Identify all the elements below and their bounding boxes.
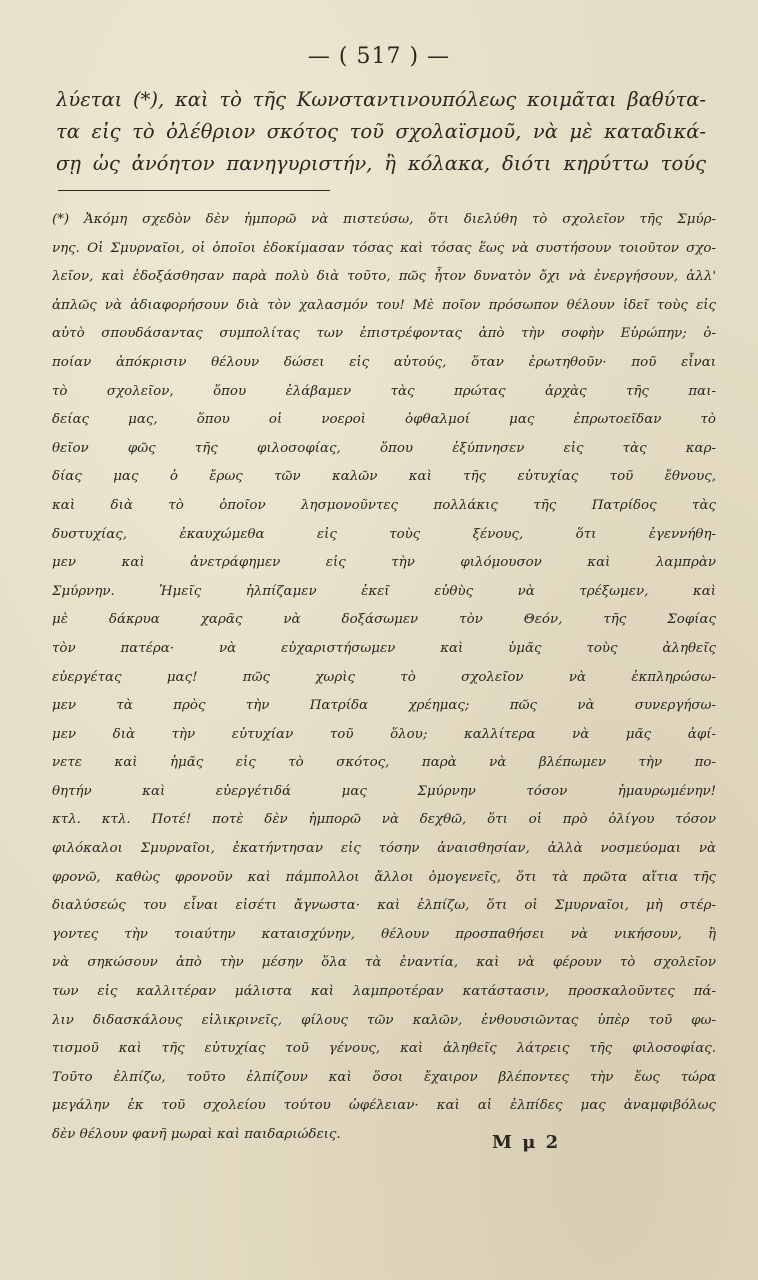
main-text-line: σῃ ὡς ἀνόητον πανηγυριστήν, ἢ κόλακα, διότι κηρύττω τούς (56, 152, 706, 175)
page-number: — ( 517 ) — (307, 44, 451, 69)
footnote-line: δείας μας, ὅπου οἱ νοεροὶ ὀφθαλμοί μας ἐπρωτοεῖδαν τὸ (52, 412, 716, 428)
footnote-line: νης. Οἱ Σμυρναῖοι, οἱ ὁποῖοι ἐδοκίμασαν τόσας καὶ τόσας ἕως νὰ συστήσουν τοιοῦτον σχο- (52, 240, 716, 256)
footnote-line: μεν τὰ πρὸς τὴν Πατρίδα χρέημας; πῶς νὰ συνεργήσω- (52, 698, 716, 714)
footnote-line: δυστυχίας, ἐκαυχώμεθα εἰς τοὺς ξένους, ὅτι ἐγεννήθη- (52, 526, 716, 542)
footnote-line: φρονῶ, καθὼς φρονοῦν καὶ πάμπολλοι ἄλλοι ὁμογενεῖς, ὅτι τὰ πρῶτα αἴτια τῆς (52, 869, 716, 885)
footnote-line: νὰ σηκώσουν ἀπὸ τὴν μέσην ὅλα τὰ ἐναντία, καὶ νὰ φέρουν τὸ σχολεῖον (52, 955, 716, 971)
main-text (56, 84, 706, 180)
footnote-line: εὐεργέτας μας! πῶς χωρὶς τὸ σχολεῖον νὰ ἐκπληρώσω- (52, 669, 716, 685)
footnote-divider (58, 190, 330, 191)
footnote-line: τισμοῦ καὶ τῆς εὐτυχίας τοῦ γένους, καὶ ἀληθεῖς λάτρεις τῆς φιλοσοφίας. (52, 1041, 716, 1057)
main-text-line: λύεται (*), καὶ τὸ τῆς Κωνσταντινουπόλεως κοιμᾶται βαθύτα- (56, 88, 706, 111)
footnote-line: θεῖον φῶς τῆς φιλοσοφίας, ὅπου ἐξύπνησεν εἰς τὰς καρ- (52, 440, 716, 456)
footnote-line: λεῖον, καὶ ἐδοξάσθησαν παρὰ πολὺ διὰ τοῦτο, πῶς ἦτον δυνατὸν ὄχι νὰ ἐνεργήσουν, ἀλλ' (52, 269, 716, 285)
footnote-line: γοντες τὴν τοιαύτην καταισχύνην, θέλουν προσπαθήσει νὰ νικήσουν, ἢ (52, 926, 716, 942)
footnote-line: λιν διδασκάλους εἰλικρινεῖς, φίλους τῶν καλῶν, ἐνθουσιῶντας ὑπὲρ τοῦ φω- (52, 1012, 716, 1028)
footnote-line: (*) Ἀκόμη σχεδὸν δὲν ἠμπορῶ νὰ πιστεύσω, ὅτι διελύθη τὸ σχολεῖον τῆς Σμύρ- (52, 212, 716, 227)
footnote-line: ἁπλῶς νὰ ἀδιαφορήσουν διὰ τὸν χαλασμόν του! Μὲ ποῖον πρόσωπον θέλουν ἰδεῖ τοὺς εἰς (52, 297, 716, 313)
footnote-line: των εἰς καλλιτέραν μάλιστα καὶ λαμπροτέραν κατάστασιν, προσκαλοῦντες πά- (52, 984, 716, 1000)
footnote-line: τὸν πατέρα· νὰ εὐχαριστήσωμεν καὶ ὑμᾶς τοὺς ἀληθεῖς (52, 640, 716, 656)
footnote-line: δίας μας ὁ ἔρως τῶν καλῶν καὶ τῆς εὐτυχίας τοῦ ἔθνους, (52, 469, 716, 485)
footnote-line: μεν διὰ τὴν εὐτυχίαν τοῦ ὅλου; καλλίτερα νὰ μᾶς ἀφί- (52, 726, 716, 742)
footnote-line: φιλόκαλοι Σμυρναῖοι, ἐκατήντησαν εἰς τόσην ἀναισθησίαν, ἀλλὰ νοσμεύομαι νὰ (52, 841, 716, 857)
footnote-line: κτλ. κτλ. Ποτέ! ποτὲ δὲν ἠμπορῶ νὰ δεχθῶ, ὅτι οἱ πρὸ ὀλίγου τόσον (52, 812, 716, 828)
footnote (52, 206, 716, 1150)
footnote-line: Σμύρνην. Ἡμεῖς ἠλπίζαμεν ἐκεῖ εὐθὺς νὰ τρέξωμεν, καὶ (52, 583, 716, 599)
footnote-line: θητήν καὶ εὐεργέτιδά μας Σμύρνην τόσον ἠμαυρωμένην! (52, 783, 716, 799)
footnote-line: μεγάλην ἐκ τοῦ σχολείου τούτου ὠφέλειαν· καὶ αἱ ἐλπίδες μας ἀναμφιβόλως (52, 1098, 716, 1114)
footnote-line: νετε καὶ ἡμᾶς εἰς τὸ σκότος, παρὰ νὰ βλέπωμεν τὴν πο- (52, 755, 716, 771)
footnote-line: καὶ διὰ τὸ ὁποῖον λησμονοῦντες πολλάκις τῆς Πατρίδος τὰς (52, 497, 716, 513)
footnote-line: τὸ σχολεῖον, ὅπου ἐλάβαμεν τὰς πρώτας ἀρχὰς τῆς παι- (52, 383, 716, 399)
footnote-line: αὐτὸ σπουδάσαντας συμπολίτας των ἐπιστρέφοντας ἀπὸ τὴν σοφὴν Εὐρώπην; ὁ- (52, 326, 716, 342)
footnote-line: δὲν θέλουν φανῆ μωραὶ καὶ παιδαριώδεις. (52, 1127, 341, 1142)
footnote-line: μὲ δάκρυα χαρᾶς νὰ δοξάσωμεν τὸν Θεόν, τῆς Σοφίας (52, 612, 716, 628)
signature-mark: Μ μ 2 (492, 1132, 561, 1153)
main-text-line: τα εἰς τὸ ὀλέθριον σκότος τοῦ σχολαϊσμοῦ, νὰ μὲ καταδικά- (56, 120, 706, 143)
footnote-line: μεν καὶ ἀνετράφημεν εἰς τὴν φιλόμουσον καὶ λαμπρὰν (52, 555, 716, 571)
footnote-line: ποίαν ἀπόκρισιν θέλουν δώσει εἰς αὐτούς, ὅταν ἐρωτηθοῦν· ποῦ εἶναι (52, 354, 716, 370)
footnote-line: διαλύσεώς του εἶναι εἰσέτι ἄγνωστα· καὶ ἐλπίζω, ὅτι οἱ Σμυρναῖοι, μὴ στέρ- (52, 898, 716, 914)
footnote-line: Τοῦτο ἐλπίζω, τοῦτο ἐλπίζουν καὶ ὅσοι ἔχαιρον βλέποντες τὴν ἕως τώρα (52, 1069, 716, 1085)
